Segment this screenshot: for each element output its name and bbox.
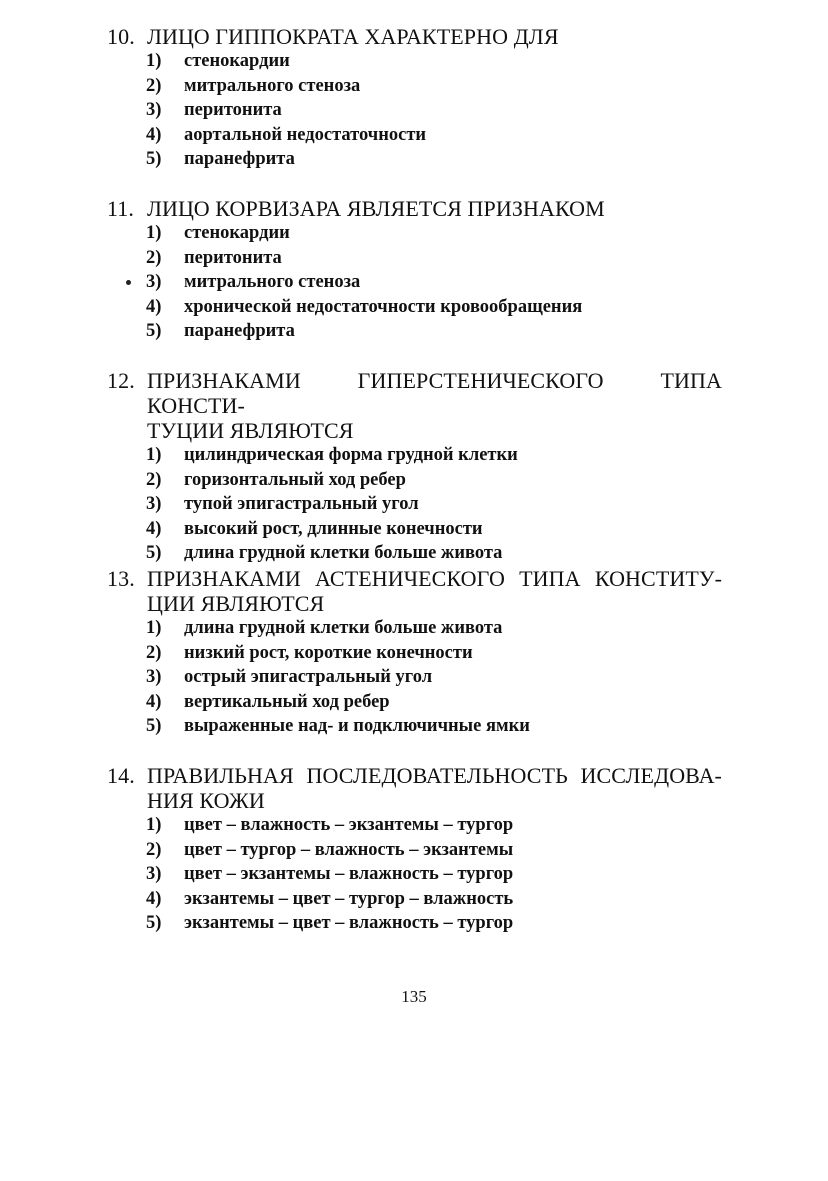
option-text: цвет – тургор – влажность – экзантемы <box>184 839 514 860</box>
option-number: 3) <box>146 667 162 687</box>
page-number: 135 <box>401 987 427 1006</box>
answer-option <box>107 74 722 99</box>
answer-option <box>107 246 722 271</box>
option-number: 2) <box>146 247 162 268</box>
option-number: 1) <box>146 618 162 638</box>
question-title-continuation: ЦИИ ЯВЛЯЮТСЯ <box>147 591 325 616</box>
option-number: 5) <box>146 321 162 341</box>
answer-option <box>107 665 722 690</box>
option-number: 1) <box>146 51 162 71</box>
option-number: 2) <box>146 642 162 663</box>
answer-option <box>107 616 722 641</box>
option-text: перитонита <box>184 247 282 268</box>
answer-options <box>107 221 722 344</box>
question-10 <box>107 24 722 172</box>
option-number: 3) <box>146 494 162 514</box>
option-text: выраженные над- и подключичные ямки <box>184 716 530 736</box>
option-text: экзантемы – цвет – тургор – влажность <box>184 888 514 909</box>
answer-mark-dot <box>126 280 131 285</box>
question-header <box>107 368 722 443</box>
option-number: 4) <box>146 296 162 317</box>
question-number: 14. <box>107 763 135 788</box>
question-13 <box>107 566 722 739</box>
option-text: стенокардии <box>184 223 290 243</box>
answer-option <box>107 862 722 887</box>
option-text: цвет – экзантемы – влажность – тургор <box>184 864 514 884</box>
question-12 <box>107 368 722 566</box>
answer-option <box>107 98 722 123</box>
question-title-line: ПРИЗНАКАМИ ГИПЕРСТЕНИЧЕСКОГО ТИПА КОНСТИ- <box>147 368 722 418</box>
question-title-continuation: ТУЦИИ ЯВЛЯЮТСЯ <box>147 418 354 443</box>
answer-option <box>107 123 722 148</box>
answer-option <box>107 147 722 172</box>
option-text: высокий рост, длинные конечности <box>184 518 483 539</box>
answer-option <box>107 270 722 295</box>
question-title-line: ПРАВИЛЬНАЯ ПОСЛЕДОВАТЕЛЬНОСТЬ ИССЛЕДОВА- <box>147 763 722 788</box>
answer-option <box>107 911 722 936</box>
question-number: 13. <box>107 566 135 591</box>
option-text: митрального стеноза <box>184 272 361 292</box>
option-text: цилиндрическая форма грудной клетки <box>184 445 518 465</box>
option-text: острый эпигастральный угол <box>184 667 433 687</box>
answer-option <box>107 541 722 566</box>
answer-option <box>107 319 722 344</box>
option-text: хронической недостаточности кровообращения <box>184 296 583 317</box>
option-text: горизонтальный ход ребер <box>184 469 406 490</box>
question-header <box>107 763 722 813</box>
answer-options <box>107 813 722 936</box>
answer-option <box>107 517 722 542</box>
question-14 <box>107 763 722 936</box>
answer-option <box>107 221 722 246</box>
option-number: 5) <box>146 913 162 933</box>
answer-option <box>107 690 722 715</box>
question-11 <box>107 196 722 344</box>
option-number: 5) <box>146 716 162 736</box>
answer-option <box>107 49 722 74</box>
answer-option <box>107 468 722 493</box>
answer-option <box>107 295 722 320</box>
option-text: стенокардии <box>184 51 290 71</box>
answer-option <box>107 813 722 838</box>
question-header <box>107 566 722 616</box>
option-number: 1) <box>146 815 162 835</box>
answer-option <box>107 443 722 468</box>
option-text: аортальной недостаточности <box>184 124 427 145</box>
question-title-continuation: НИЯ КОЖИ <box>147 788 265 813</box>
option-number: 2) <box>146 75 162 96</box>
question-title-line: ПРИЗНАКАМИ АСТЕНИЧЕСКОГО ТИПА КОНСТИТУ- <box>147 566 722 591</box>
question-title <box>147 763 722 813</box>
answer-options <box>107 49 722 172</box>
option-text: экзантемы – цвет – влажность – тургор <box>184 913 514 933</box>
answer-option <box>107 714 722 739</box>
option-text: длина грудной клетки больше живота <box>184 543 503 563</box>
option-number: 5) <box>146 149 162 169</box>
option-text: паранефрита <box>184 149 295 169</box>
question-header <box>107 24 722 49</box>
option-number: 4) <box>146 124 162 145</box>
option-number: 1) <box>146 223 162 243</box>
question-number: 10. <box>107 24 135 49</box>
question-title: ЛИЦО ГИППОКРАТА ХАРАКТЕРНО ДЛЯ <box>147 24 559 49</box>
answer-options <box>107 616 722 739</box>
option-number: 2) <box>146 839 162 860</box>
option-number: 4) <box>146 691 162 712</box>
question-number: 12. <box>107 368 135 393</box>
answer-option <box>107 641 722 666</box>
option-number: 5) <box>146 543 162 563</box>
question-title <box>147 566 722 616</box>
question-header <box>107 196 722 221</box>
question-number: 11. <box>107 196 134 221</box>
option-number: 2) <box>146 469 162 490</box>
option-text: длина грудной клетки больше живота <box>184 618 503 638</box>
option-text: тупой эпигастральный угол <box>184 494 419 514</box>
question-title <box>147 368 722 443</box>
option-text: вертикальный ход ребер <box>184 691 390 712</box>
option-text: перитонита <box>184 100 282 120</box>
answer-option <box>107 887 722 912</box>
option-text: низкий рост, короткие конечности <box>184 642 473 663</box>
answer-option <box>107 838 722 863</box>
option-number: 3) <box>146 272 162 292</box>
question-title: ЛИЦО КОРВИЗАРА ЯВЛЯЕТСЯ ПРИЗНАКОМ <box>147 196 605 221</box>
option-text: цвет – влажность – экзантемы – тургор <box>184 815 514 835</box>
option-number: 3) <box>146 100 162 120</box>
answer-options <box>107 443 722 566</box>
option-number: 4) <box>146 518 162 539</box>
answer-option <box>107 492 722 517</box>
option-number: 4) <box>146 888 162 909</box>
option-number: 1) <box>146 445 162 465</box>
option-number: 3) <box>146 864 162 884</box>
option-text: паранефрита <box>184 321 295 341</box>
option-text: митрального стеноза <box>184 75 361 96</box>
